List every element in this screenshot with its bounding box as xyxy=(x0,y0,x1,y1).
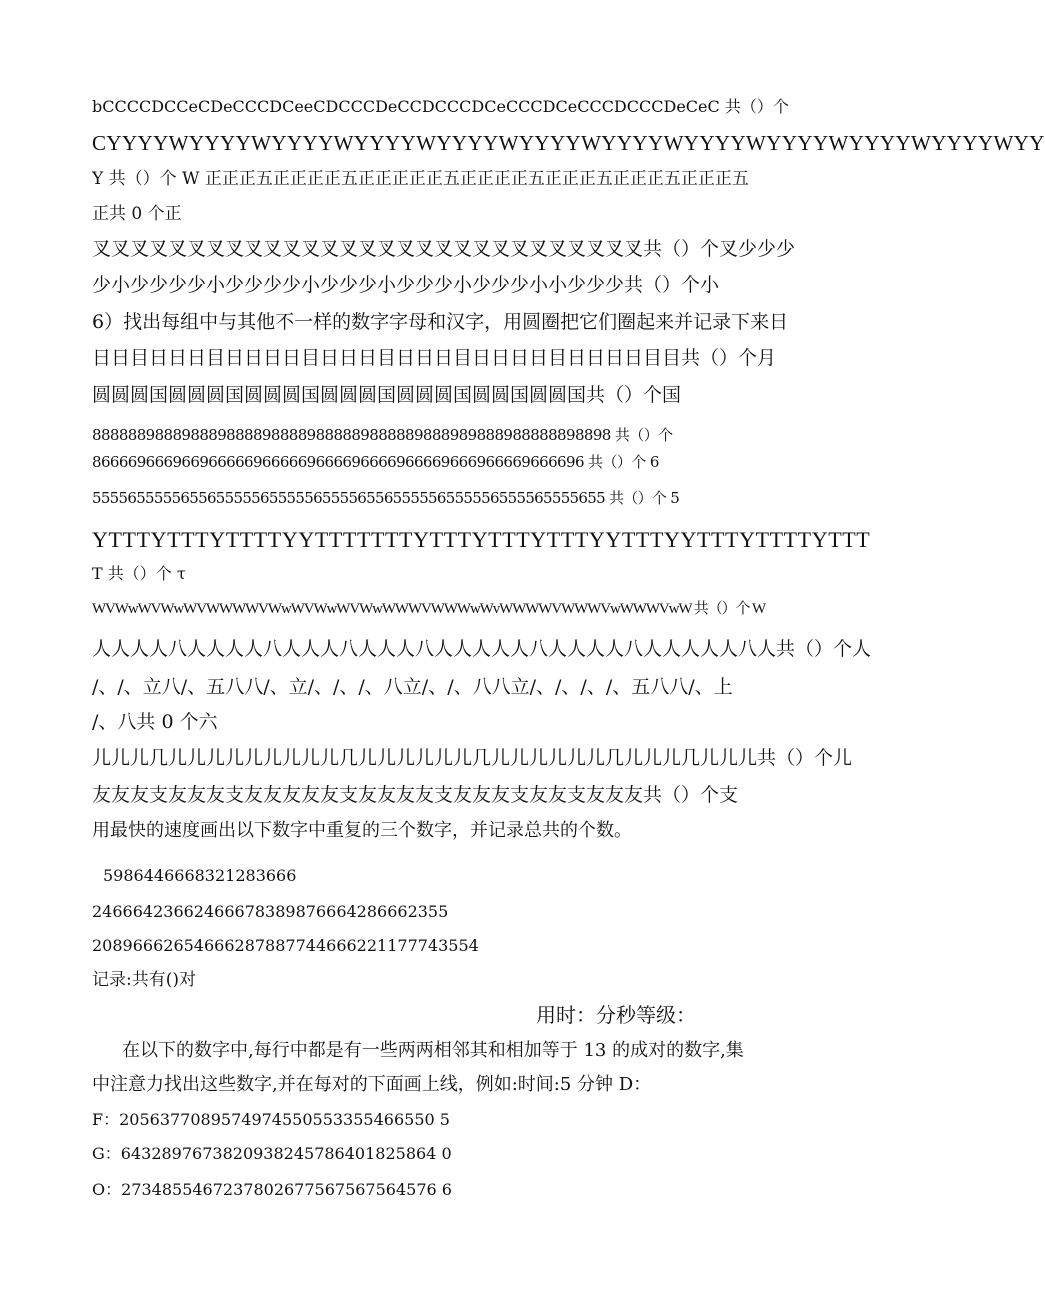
row-f-digits: F：2056377089574974550553355466550 5 xyxy=(92,1110,450,1129)
letter-t-row-count: T 共（）个 τ xyxy=(92,564,186,583)
digit-sequence-2: 24666423662466678389876664286662355 xyxy=(92,902,449,921)
repeated-digit-instruction: 用最快的速度画出以下数字中重复的三个数字，并记录总共的个数。 xyxy=(92,820,632,841)
row-g-digits: G：6432897673820938245786401825864 0 xyxy=(92,1144,452,1163)
ren-row: 人人人人八人人人人八人人人八人人人八人人人人人八人人人人八人人人人人八人共（）个人 xyxy=(92,638,872,660)
slash-row: /、/、立八/、五八八/、立/、/、/、八立/、/、八八立/、/、/、/、五八八/、上 xyxy=(92,676,733,698)
letter-c-row: bCCCCDCCeCDeCCCDCeeCDCCCDeCCDCCCDCeCCCDCeCCCDCCCDeCeC 共（）个 xyxy=(92,97,789,116)
digit-sequence-1: 5986446668321283666 xyxy=(103,866,297,885)
record-pairs-label: 记录:共有()对 xyxy=(92,970,196,990)
letter-w-row: WVWwWVWwWVWWWWVWwWVWwWVWwWWWVWWWwWvWWWWVWWWVwWWWVwW 共（）个 W xyxy=(92,601,766,617)
digit-8-row: 8888889888988898888988889888889888889888989888988888898898 共（）个 xyxy=(92,426,673,444)
yuan-row: 圆圆圆国圆圆圆国圆圆圆国圆圆圆国圆圆圆国圆圆国圆圆国共（）个国 xyxy=(92,384,682,406)
section-6-instruction: 6）找出每组中与其他不一样的数字字母和汉字，用圆圈把它们圈起来并记录下来日 xyxy=(92,311,789,333)
shao-row: 少小少少少少小少少少少小少少少小少少少小少少少小小少少少共（）个小 xyxy=(92,274,720,296)
letter-t-row: YTTTYTTTYTTTTYYTTTTTTTYTTTYTTTYTTTYYTTTYYTTTYTTTTYTTT xyxy=(92,527,871,552)
cha-row: 叉叉叉叉叉叉叉叉叉叉叉叉叉叉叉叉叉叉叉叉叉叉叉叉叉叉叉叉叉共（）个叉少少少 xyxy=(92,238,796,260)
digit-6-row: 8666696669669666669666669666696666966669666966669666696 共（）个 6 xyxy=(92,453,659,471)
ri-row: 日日目日日日目日日日日目日日日目日日日目日日日日目日日日日目目共（）个月 xyxy=(92,347,777,369)
letter-y-row-count-and-zheng-row: Y 共（）个 W 正正正五正正正正五正正正正正五正正正正五正正正五正正正五正正正五 xyxy=(92,169,749,189)
letter-y-row: CYYYYWYYYYWYYYYWYYYYWYYYYWYYYYWYYYYWYYYYWYYYYWYYYYWYYYYWYY xyxy=(92,131,1045,155)
sum-13-instruction-line-2: 中注意力找出这些数字,并在每对的下面画上线，例如:时间:5 分钟 D： xyxy=(92,1074,652,1095)
zheng-row-count: 正共 0 个正 xyxy=(92,204,182,224)
time-grade-label: 用时：分秒等级： xyxy=(536,1003,696,1027)
you-row: 友友友支友友友支友友友友友支友友友友支友友友支友友支友友友共（）个支 xyxy=(92,784,739,806)
er-row: 儿儿儿几儿儿儿儿儿儿儿儿儿几儿儿儿儿儿儿几儿儿儿儿儿儿几儿儿儿几儿儿儿共（）个儿 xyxy=(92,747,853,769)
slash-row-count: /、八共 0 个六 xyxy=(92,711,218,733)
sum-13-instruction-line-1: 在以下的数字中,每行中都是有一些两两相邻其和相加等于 13 的成对的数字,集 xyxy=(122,1040,744,1061)
row-o-digits: O：2734855467237802677567567564576 6 xyxy=(92,1180,452,1199)
digit-5-row: 5555655555655655555655555655556556555556555556555565555655 共（）个 5 xyxy=(92,489,680,507)
digit-sequence-3: 20896662654666287887744666221177743554 xyxy=(92,936,479,955)
